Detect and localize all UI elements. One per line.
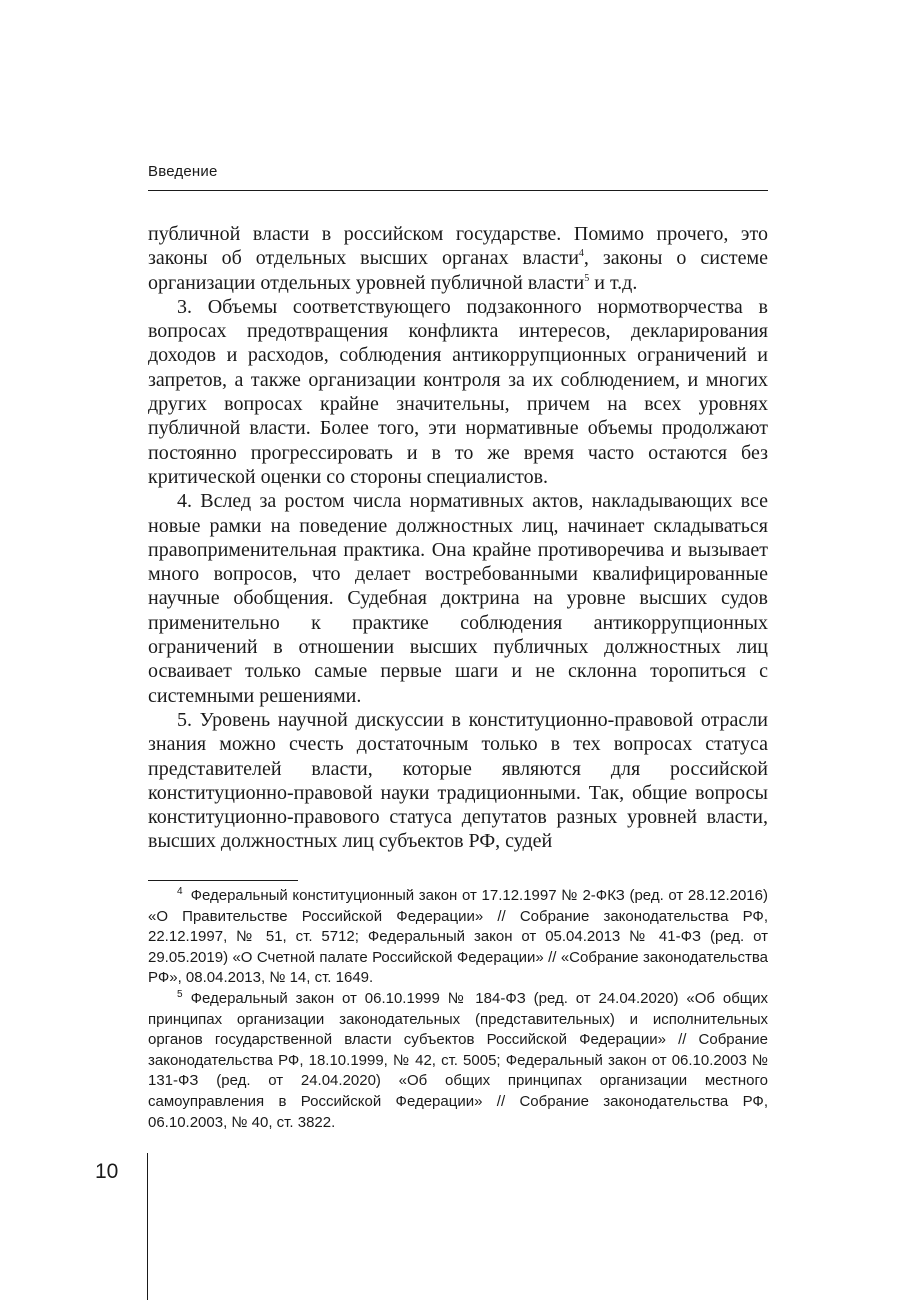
footnotes [148,886,768,1133]
paragraph-text: публичной власти в российском государстве. Помимо прочего, это законы об отдельных высших органах власти [148,223,768,270]
running-header: Введение [148,163,218,180]
footnote-5 [148,989,768,1133]
footnote-text: Федеральный закон от 06.10.1999 № 184-ФЗ (ред. от 24.04.2020) «Об общих принципах организации законодательных (представительных) и исполнительных органов государственной власти субъектов Российской Федерации» // Собрание законодательства РФ, 18.10.1999, № 42, ст. 5005; Федеральный закон от 06.10.2003 № 131-ФЗ (ред. от 24.04.2020) «Об общих принципах организации местного самоуправления в Российской Федерации» // Собрание законодательства РФ, 06.10.2003, № 40, ст. 3822. [148,989,768,1131]
main-text [148,222,768,854]
paragraph-5: 5. Уровень научной дискуссии в конституционно-правовой отрасли знания можно счесть достаточным только в тех вопросах статуса представителей власти, которые являются для российской конституционно-правовой науки традиционными. Так, общие вопросы конституционно-правового статуса депутатов разных уровней власти, высших должностных лиц субъектов РФ, судей [148,708,768,853]
footnote-text: Федеральный конституционный закон от 17.12.1997 № 2-ФКЗ (ред. от 28.12.2016) «О Правительстве Российской Федерации» // Собрание законодательства РФ, 22.12.1997, № 51, ст. 5712; Федеральный закон от 05.04.2013 № 41-ФЗ (ред. от 29.05.2019) «О Счетной палате Российской Федерации» // «Собрание законодательства РФ», 08.04.2013, № 14, ст. 1649. [148,887,768,987]
footnote-4 [148,886,768,989]
paragraph-3: 3. Объемы соответствующего подзаконного нормотворчества в вопросах предотвращения конфликта интересов, декларирования доходов и расходов, соблюдения антикоррупционных ограничений и запретов, а также организации контроля за их соблюдением, и многих других вопросах крайне значительны, причем на всех уровнях публичной власти. Более того, эти нормативные объемы продолжают постоянно прогрессировать и в то же время часто остаются без критической оценки со стороны специалистов. [148,295,768,488]
paragraph-4: 4. Вслед за ростом числа нормативных актов, накладывающих все новые рамки на поведение должностных лиц, начинает складываться правоприменительная практика. Она крайне противоречива и вызывает много вопросов, что делает востребованными квалифицированные научные обобщения. Судебная доктрина на уровне высших судов применительно к практике соблюдения антикоррупционных ограничений в отношении высших публичных должностных лиц осваивает только самые первые шаги и не склонна торопиться с системными решениями. [148,490,768,707]
footnote-mark: 4 [177,886,183,897]
page-margin-rule [147,1153,148,1300]
footnote-ref-5[interactable]: 5 [584,272,590,284]
paragraph-text: , законы о системе организации отдельных уровней публичной власти [148,247,768,294]
header-divider [148,190,768,191]
footnote-divider [148,880,298,881]
paragraph-text: и т.д. [589,271,638,294]
footnote-mark: 5 [177,988,183,1000]
page-number: 10 [95,1160,119,1183]
footnote-ref-4[interactable]: 4 [578,248,584,260]
paragraph-continuation [148,222,768,295]
